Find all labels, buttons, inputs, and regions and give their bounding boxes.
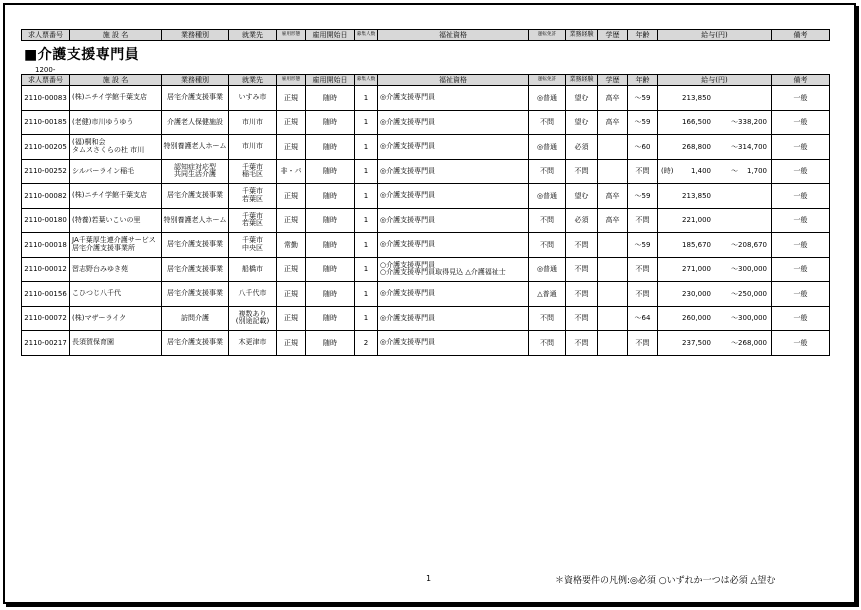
header-cell: 学歴 [598,75,628,86]
facility-name-cell: (株)ニチイ学館千葉支店 [70,184,162,209]
job-number-cell: 2110-00205 [22,135,70,160]
education-cell [598,331,628,356]
header-row [22,30,830,41]
employment-type-cell: 正規 [277,306,306,331]
salary-min: 230,000 [682,289,711,298]
workplace-cell: いすみ市 [229,86,277,111]
remarks-cell: 一般 [772,306,830,331]
salary-max: 1,700 [746,167,767,176]
experience-cell: 必須 [566,208,598,233]
table-row [22,306,830,331]
driver-license-cell: ◎普通 [529,257,566,282]
hiring-count-cell: 1 [355,159,378,184]
workplace-cell: 八千代市 [229,282,277,307]
salary-cell [658,86,772,111]
header-cell: 求人票番号 [22,75,70,86]
age-cell: 不問 [628,257,658,282]
header-cell: 施 設 名 [70,30,162,41]
salary-max: 300,000 [738,265,767,274]
workplace-cell: 千葉市 若葉区 [229,208,277,233]
header-row [22,75,830,86]
job-number-cell: 2110-00156 [22,282,70,307]
header-cell: 運転免許 [529,75,566,86]
start-date-cell: 随時 [306,331,355,356]
business-type-cell: 認知症対応型 共同生活介護 [162,159,229,184]
hiring-count-cell: 1 [355,135,378,160]
remarks-cell: 一般 [772,86,830,111]
facility-name-cell: (株)ニチイ学館千葉支店 [70,86,162,111]
age-cell: 不問 [628,159,658,184]
business-type-cell: 居宅介護支援事業 [162,282,229,307]
frame-shadow-right [856,6,859,607]
hiring-count-cell: 1 [355,257,378,282]
qualification-cell: ◎介護支援専門員 [378,208,529,233]
remarks-cell: 一般 [772,184,830,209]
salary-min: 221,000 [682,216,711,225]
start-date-cell: 随時 [306,233,355,258]
salary-range-tilde: ～ [731,240,738,249]
header-cell: 施 設 名 [70,75,162,86]
employment-type-cell: 正規 [277,208,306,233]
job-number-cell: 2110-00018 [22,233,70,258]
salary-cell [658,257,772,282]
qualification-cell: ◎介護支援専門員 [378,110,529,135]
facility-name-cell: シルバーライン稲毛 [70,159,162,184]
employment-type-cell: 正規 [277,110,306,135]
qualification-cell: ○介護支援専門員 ○介護支援専門員取得見込 △介護福祉士 [378,257,529,282]
business-type-cell: 訪問介護 [162,306,229,331]
business-type-cell: 居宅介護支援事業 [162,257,229,282]
frame-shadow-bottom [6,604,859,607]
header-cell: 求人票番号 [22,30,70,41]
qualification-cell: ◎介護支援専門員 [378,135,529,160]
employment-type-cell: 正規 [277,86,306,111]
table-row [22,282,830,307]
header-cell: 募集人数 [355,75,378,86]
business-type-cell: 特別養護老人ホーム [162,208,229,233]
driver-license-cell: ◎普通 [529,86,566,111]
table-row [22,233,830,258]
experience-cell: 必須 [566,135,598,160]
remarks-cell: 一般 [772,282,830,307]
remarks-cell: 一般 [772,257,830,282]
salary-cell [658,208,772,233]
table-row [22,110,830,135]
job-number-cell: 2110-00180 [22,208,70,233]
salary-min: 166,500 [682,118,711,127]
section-code: 1200- [35,66,56,74]
section-title: ■介護支援専門員 [24,47,140,63]
start-date-cell: 随時 [306,306,355,331]
header-cell: 学歴 [598,30,628,41]
business-type-cell: 居宅介護支援事業 [162,331,229,356]
employment-type-cell: 非・パ [277,159,306,184]
facility-name-cell: JA千葉厚生連介護サービス 居宅介護支援事業所 [70,233,162,258]
education-cell [598,159,628,184]
driver-license-cell: 不問 [529,110,566,135]
header-cell: 年齢 [628,75,658,86]
header-cell: 業務経験 [566,30,598,41]
salary-range-tilde: ～ [731,314,738,323]
hiring-count-cell: 1 [355,110,378,135]
hiring-count-cell: 1 [355,208,378,233]
table-row [22,86,830,111]
header-cell: 備考 [772,75,830,86]
remarks-cell: 一般 [772,135,830,160]
business-type-cell: 介護老人保健施設 [162,110,229,135]
salary-min: 268,800 [682,142,711,151]
workplace-cell: 船橋市 [229,257,277,282]
age-cell: 不問 [628,331,658,356]
top-column-header [21,29,830,41]
employment-type-cell: 常勤 [277,233,306,258]
header-cell: 雇用開始日 [306,30,355,41]
salary-max: 300,000 [738,314,767,323]
start-date-cell: 随時 [306,86,355,111]
table-body [22,86,830,356]
salary-min: 260,000 [682,314,711,323]
employment-type-cell: 正規 [277,331,306,356]
table-row [22,184,830,209]
workplace-cell: 複数あり (別途記載) [229,306,277,331]
business-type-cell: 特別養護老人ホーム [162,135,229,160]
job-number-cell: 2110-00072 [22,306,70,331]
header-cell: 業務種別 [162,75,229,86]
workplace-cell: 木更津市 [229,331,277,356]
table-row [22,159,830,184]
salary-cell [658,306,772,331]
experience-cell: 不問 [566,159,598,184]
facility-name-cell: 習志野台みゆき苑 [70,257,162,282]
driver-license-cell: 不問 [529,306,566,331]
education-cell: 高卒 [598,208,628,233]
education-cell [598,306,628,331]
header-cell: 雇用形態 [277,75,306,86]
salary-cell [658,233,772,258]
salary-max: 268,000 [738,338,767,347]
start-date-cell: 随時 [306,159,355,184]
driver-license-cell: 不問 [529,331,566,356]
experience-cell: 望む [566,184,598,209]
salary-max: 250,000 [738,289,767,298]
age-cell: ～59 [628,233,658,258]
qualification-legend: ＊資格要件の凡例:◎必須 ○いずれか一つは必須 △望む [555,576,776,586]
age-cell: ～64 [628,306,658,331]
job-number-cell: 2110-00082 [22,184,70,209]
experience-cell: 不問 [566,306,598,331]
experience-cell: 不問 [566,257,598,282]
experience-cell: 不問 [566,233,598,258]
education-cell: 高卒 [598,86,628,111]
experience-cell: 望む [566,86,598,111]
header-cell: 雇用形態 [277,30,306,41]
job-listing-table [21,74,830,356]
header-cell: 年齢 [628,30,658,41]
salary-min: 1,400 [690,167,711,176]
driver-license-cell: ◎普通 [529,184,566,209]
header-cell: 業務種別 [162,30,229,41]
salary-min: 237,500 [682,338,711,347]
remarks-cell: 一般 [772,331,830,356]
start-date-cell: 随時 [306,110,355,135]
qualification-cell: ◎介護支援専門員 [378,306,529,331]
workplace-cell: 千葉市 若葉区 [229,184,277,209]
salary-cell [658,184,772,209]
hiring-count-cell: 1 [355,184,378,209]
salary-cell [658,159,772,184]
header-cell: 備考 [772,30,830,41]
salary-range-tilde: ～ [731,142,738,151]
start-date-cell: 随時 [306,257,355,282]
header-cell: 運転免許 [529,30,566,41]
header-cell: 給与(円) [658,75,772,86]
salary-max: 314,700 [738,142,767,151]
salary-min: 213,850 [682,191,711,200]
hiring-count-cell: 1 [355,233,378,258]
facility-name-cell: 長須賀保育園 [70,331,162,356]
experience-cell: 望む [566,110,598,135]
employment-type-cell: 正規 [277,282,306,307]
salary-min: 185,670 [682,240,711,249]
salary-range-tilde: ～ [731,265,738,274]
education-cell [598,233,628,258]
header-cell: 就業先 [229,30,277,41]
salary-cell [658,110,772,135]
header-cell: 募集人数 [355,30,378,41]
salary-cell [658,282,772,307]
remarks-cell: 一般 [772,233,830,258]
start-date-cell: 随時 [306,208,355,233]
table-row [22,208,830,233]
job-number-cell: 2110-00217 [22,331,70,356]
header-cell: 就業先 [229,75,277,86]
start-date-cell: 随時 [306,282,355,307]
salary-max: 208,670 [738,240,767,249]
facility-name-cell: (特養)若葉いこいの里 [70,208,162,233]
salary-min: 213,850 [682,93,711,102]
table-row [22,331,830,356]
driver-license-cell: 不問 [529,159,566,184]
remarks-cell: 一般 [772,159,830,184]
qualification-cell: ◎介護支援専門員 [378,184,529,209]
education-cell [598,135,628,160]
business-type-cell: 居宅介護支援事業 [162,184,229,209]
page-number: 1 [426,574,432,583]
job-number-cell: 2110-00252 [22,159,70,184]
job-number-cell: 2110-00185 [22,110,70,135]
age-cell: ～59 [628,110,658,135]
qualification-cell: ◎介護支援専門員 [378,331,529,356]
driver-license-cell: ◎普通 [529,135,566,160]
salary-min: 271,000 [682,265,711,274]
salary-range-tilde: ～ [731,338,738,347]
age-cell: ～59 [628,86,658,111]
age-cell: ～60 [628,135,658,160]
employment-type-cell: 正規 [277,257,306,282]
education-cell: 高卒 [598,184,628,209]
business-type-cell: 居宅介護支援事業 [162,233,229,258]
start-date-cell: 随時 [306,184,355,209]
driver-license-cell: 不問 [529,208,566,233]
workplace-cell: 市川市 [229,135,277,160]
facility-name-cell: (老健)市川ゆうゆう [70,110,162,135]
salary-range-tilde: ～ [731,289,738,298]
qualification-cell: ◎介護支援専門員 [378,233,529,258]
hiring-count-cell: 2 [355,331,378,356]
education-cell [598,257,628,282]
header-cell: 福祉資格 [378,30,529,41]
facility-name-cell: こひつじ八千代 [70,282,162,307]
education-cell: 高卒 [598,110,628,135]
salary-range-tilde: ～ [731,167,738,176]
experience-cell: 不問 [566,331,598,356]
remarks-cell: 一般 [772,208,830,233]
table-row [22,135,830,160]
workplace-cell: 千葉市 稲毛区 [229,159,277,184]
header-cell: 業務経験 [566,75,598,86]
qualification-cell: ◎介護支援専門員 [378,159,529,184]
job-number-cell: 2110-00083 [22,86,70,111]
facility-name-cell: (株)マザーライク [70,306,162,331]
business-type-cell: 居宅介護支援事業 [162,86,229,111]
driver-license-cell: △普通 [529,282,566,307]
driver-license-cell: 不問 [529,233,566,258]
remarks-cell: 一般 [772,110,830,135]
hiring-count-cell: 1 [355,86,378,111]
workplace-cell: 千葉市 中央区 [229,233,277,258]
age-cell: 不問 [628,282,658,307]
salary-max: 338,200 [738,118,767,127]
facility-name-cell: (福)桐和会 タムスさくらの杜 市川 [70,135,162,160]
experience-cell: 不問 [566,282,598,307]
header-cell: 雇用開始日 [306,75,355,86]
table-row [22,257,830,282]
header-cell: 給与(円) [658,30,772,41]
job-number-cell: 2110-00012 [22,257,70,282]
salary-range-tilde: ～ [731,118,738,127]
employment-type-cell: 正規 [277,135,306,160]
header-cell: 福祉資格 [378,75,529,86]
age-cell: 不問 [628,208,658,233]
qualification-cell: ◎介護支援専門員 [378,282,529,307]
hiring-count-cell: 1 [355,306,378,331]
age-cell: ～59 [628,184,658,209]
employment-type-cell: 正規 [277,184,306,209]
qualification-cell: ◎介護支援専門員 [378,86,529,111]
salary-cell [658,331,772,356]
start-date-cell: 随時 [306,135,355,160]
workplace-cell: 市川市 [229,110,277,135]
hiring-count-cell: 1 [355,282,378,307]
salary-unit-tag: (時) [661,167,674,176]
salary-cell [658,135,772,160]
education-cell [598,282,628,307]
